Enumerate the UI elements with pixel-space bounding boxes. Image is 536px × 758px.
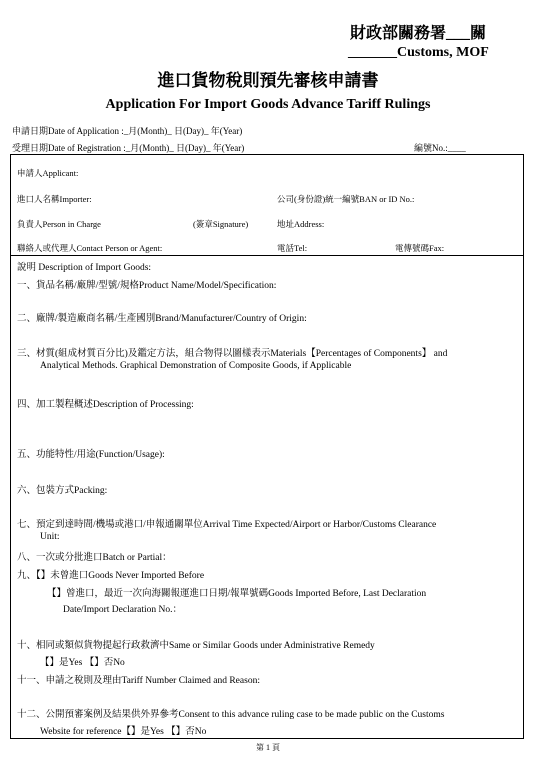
public-consent-options[interactable]: Website for reference【】是Yes 【】否No xyxy=(40,727,207,737)
ministry-heading: 財政部關務署___關 xyxy=(350,25,487,42)
form-title-english: Application For Import Goods Advance Tariff Rulings xyxy=(105,97,431,112)
ban-field[interactable]: 公司(身份證)統一編號BAN or ID No.: xyxy=(277,194,415,204)
item-arrival-time-continued: Unit: xyxy=(40,532,60,542)
item-packing[interactable]: 六、包裝方式Packing: xyxy=(17,486,108,496)
importer-field[interactable]: 進口人名稱Importer: xyxy=(17,194,92,204)
description-heading: 說明 Description of Import Goods: xyxy=(17,263,152,273)
tel-field[interactable]: 電話Tel: xyxy=(277,243,308,253)
item-materials-continued: Analytical Methods. Graphical Demonstration of Composite Goods, if Applicable xyxy=(40,361,352,371)
person-in-charge-field[interactable]: 負責人Person in Charge xyxy=(17,219,101,229)
serial-number-field[interactable]: 編號No.:____ xyxy=(414,143,466,153)
item-materials[interactable]: 三、材質(組成材質百分比)及鑑定方法，組合物得以圖樣表示Materials【Percentages of Components】 and xyxy=(17,349,448,359)
application-date-field[interactable]: 申請日期Date of Application :_月(Month)_ 日(Day)_ 年(Year) xyxy=(12,126,243,136)
contact-person-field[interactable]: 聯絡人或代理人Contact Person or Agent: xyxy=(17,243,163,253)
item-processing[interactable]: 四、加工製程概述Description of Processing: xyxy=(17,400,194,410)
item-tariff-number[interactable]: 十一、申請之稅則及理由Tariff Number Claimed and Reason: xyxy=(17,676,260,686)
page-number: 第 1 頁 xyxy=(256,743,280,752)
item-imported-before-continued: Date/Import Declaration No.： xyxy=(63,605,182,615)
application-form-box xyxy=(10,154,524,739)
administrative-remedy-options[interactable]: 【】是Yes 【】否No xyxy=(40,658,125,668)
item-arrival-time[interactable]: 七、預定到達時間/機場或港口/申報通關單位Arrival Time Expected/Airport or Harbor/Customs Clearance xyxy=(17,520,437,530)
customs-heading: _______Customs, MOF xyxy=(348,45,489,60)
item-product-name[interactable]: 一、貨品名稱/廠牌/型號/規格Product Name/Model/Specification: xyxy=(17,281,277,291)
item-public-consent: 十二、公開預審案例及結果供外界參考Consent to this advance ruling case to be made public on the Customs xyxy=(17,710,445,720)
item-never-imported[interactable]: 九、【】未曾進口Goods Never Imported Before xyxy=(17,571,205,581)
item-function-usage[interactable]: 五、功能特性/用途(Function/Usage): xyxy=(17,450,165,460)
signature-field[interactable]: (簽章Signature) xyxy=(193,219,249,229)
section-divider xyxy=(11,255,523,256)
applicant-label: 申請人Applicant: xyxy=(17,168,79,178)
form-title-chinese: 進口貨物稅則預先審核申請書 xyxy=(157,71,379,90)
item-imported-before[interactable]: 【】曾進口，最近一次向海關報運進口日期/報單號碼Goods Imported Before, Last Declaration xyxy=(47,589,427,599)
item-batch-partial[interactable]: 八、一次或分批進口Batch or Partial： xyxy=(17,553,172,563)
registration-date-field[interactable]: 受理日期Date of Registration :_月(Month)_ 日(Day)_ 年(Year) xyxy=(12,143,245,153)
item-brand-manufacturer[interactable]: 二、廠牌/製造廠商名稱/生產國別Brand/Manufacturer/Country of Origin: xyxy=(17,314,307,324)
fax-field[interactable]: 電傳號碼Fax: xyxy=(395,243,445,253)
address-field[interactable]: 地址Address: xyxy=(277,219,325,229)
item-administrative-remedy: 十、相同或類似貨物提起行政救濟中Same or Similar Goods under Administrative Remedy xyxy=(17,641,375,651)
